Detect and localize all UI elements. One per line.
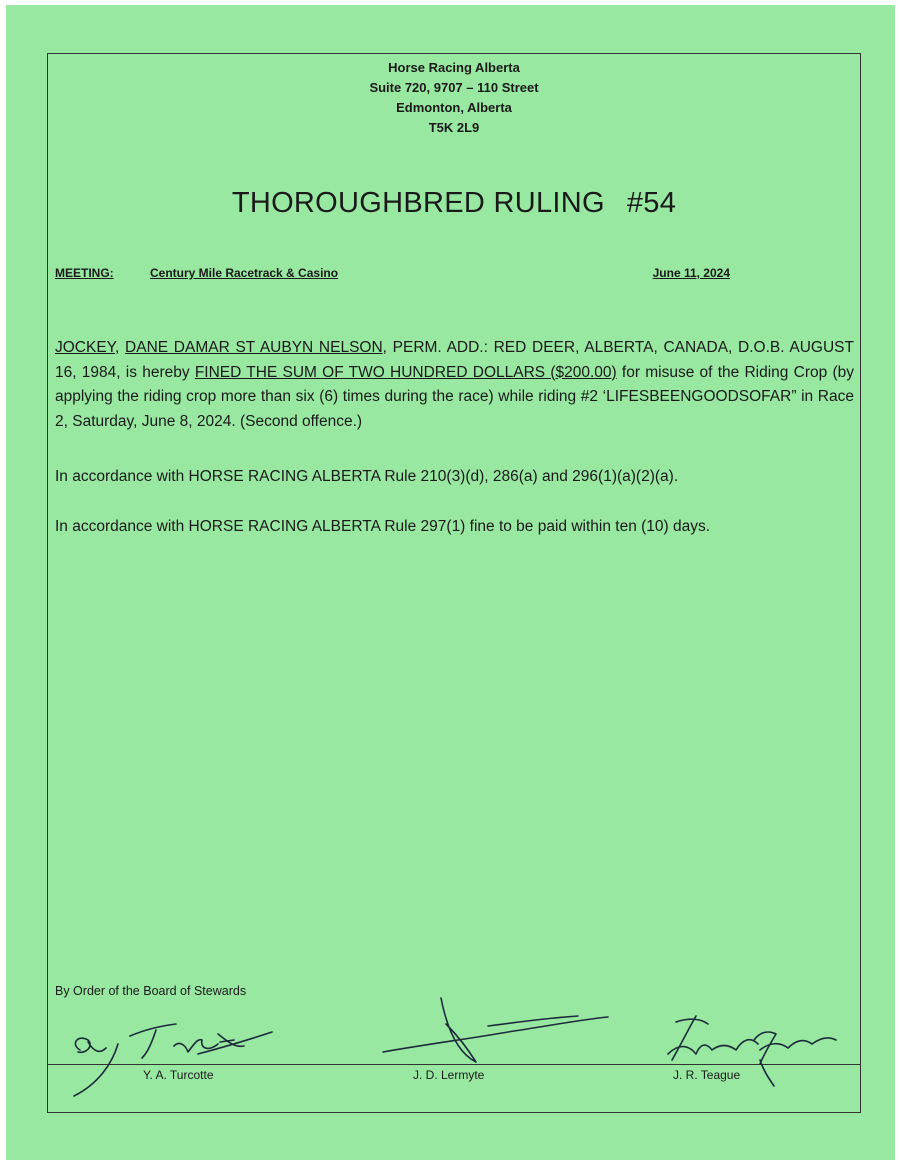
- jockey-name: DANE DAMAR ST AUBYN NELSON: [125, 339, 383, 356]
- signature-line: [48, 1064, 860, 1065]
- ruling-text-2: for misuse of the Riding Crop (by applying the riding crop more than six (6) times during the race) while riding #2 ‘LIFESBEENGOODSOFAR” in Race 2, Saturday, June 8, 2024. (Second offence.): [55, 363, 854, 430]
- steward-name-3: J. R. Teague: [673, 1068, 741, 1082]
- org-address-line2: Edmonton, Alberta: [396, 100, 512, 115]
- document-page: [6, 5, 895, 1160]
- org-address-line1: Suite 720, 9707 – 110 Street: [369, 80, 539, 95]
- fine-amount: FINED THE SUM OF TWO HUNDRED DOLLARS ($200.00): [194, 363, 617, 381]
- document-border: [47, 53, 861, 1113]
- rule-reference-1: In accordance with HORSE RACING ALBERTA Rule 210(3)(d), 286(a) and 296(1)(a)(2)(a).: [55, 468, 679, 485]
- ruling-text-1: , PERM. ADD.: RED DEER, ALBERTA, CANADA, D.O.B. AUGUST 16, 1984, is hereby: [55, 339, 854, 381]
- ruling-role: JOCKEY: [55, 339, 116, 356]
- ruling-title-text: THOROUGHBRED RULING: [231, 187, 605, 219]
- ruling-paragraph: [55, 336, 854, 434]
- signature-turcotte: [74, 1024, 272, 1096]
- meeting-venue: Century Mile Racetrack & Casino: [150, 266, 339, 280]
- org-postal-code: T5K 2L9: [428, 120, 480, 135]
- ruling-title: [48, 187, 860, 220]
- board-order: By Order of the Board of Stewards: [55, 984, 247, 998]
- steward-name-2: J. D. Lermyte: [413, 1068, 485, 1082]
- meeting-date: June 11, 2024: [652, 266, 730, 280]
- steward-name-1: Y. A. Turcotte: [143, 1068, 214, 1082]
- ruling-number: #54: [626, 187, 677, 219]
- meeting-label: MEETING:: [55, 266, 114, 280]
- signature-lermyte: [383, 998, 608, 1062]
- letterhead: [48, 58, 860, 138]
- rule-reference-2: In accordance with HORSE RACING ALBERTA Rule 297(1) fine to be paid within ten (10) days.: [55, 518, 711, 535]
- org-name: Horse Racing Alberta: [388, 60, 520, 75]
- ruling-sep: ,: [115, 339, 126, 356]
